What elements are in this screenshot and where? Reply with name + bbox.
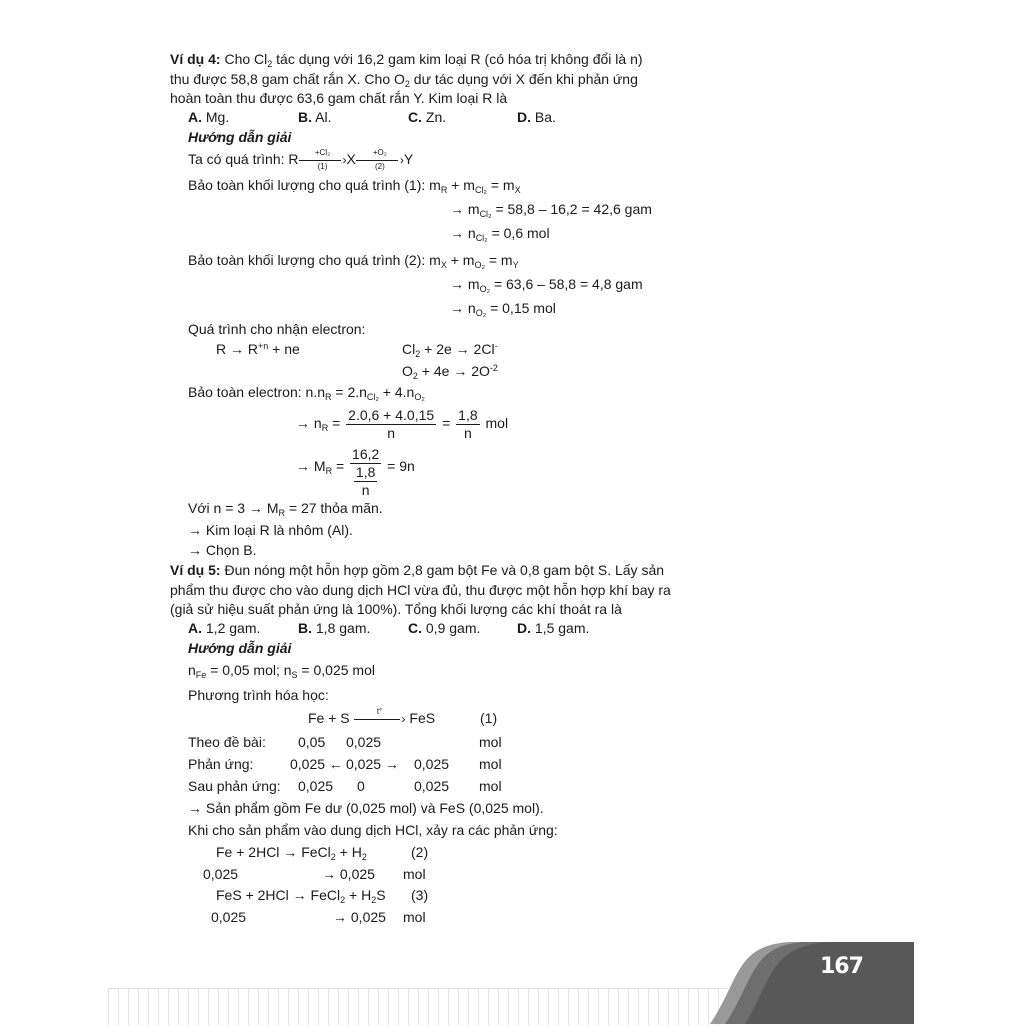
ex5-eq2-left-value: 0,025 bbox=[203, 866, 239, 882]
ex4-mass1-step1: → $m_{Cl_2} = 58,8 - 16,2 = 42,6$ gam bbox=[450, 201, 652, 219]
ex5-option-c: C. 0,9 gam. bbox=[408, 620, 481, 636]
ex4-mass2-step2: → $n_{O_2} = 0,15$ mol bbox=[450, 300, 556, 318]
ex5-moles: $n_{Fe} = 0,05$ mol; $n_S = 0,025$ mol bbox=[188, 662, 375, 680]
ex4-option-d: D. Ba. bbox=[517, 109, 556, 125]
ex5-eq2: Fe + 2HCl → FeCl$_2$ + $H_2$ bbox=[216, 844, 367, 862]
ex5-table-cell: 0,025 bbox=[346, 734, 382, 750]
ex4-electron-label: Quá trình cho nhận electron: bbox=[188, 321, 366, 337]
ex4-with-n: Với $n = 3 \to M_R = 27$ thỏa mãn. bbox=[188, 500, 383, 518]
ex5-eq3: FeS + 2HCl → FeCl$_2$ + $H_2S$ bbox=[216, 887, 386, 905]
ex5-question-line1: Ví dụ 5: Đun nóng một hỗn hợp gồm 2,8 gam bột Fe và 0,8 gam bột S. Lấy sản bbox=[170, 562, 665, 578]
ex5-guide-heading: Hướng dẫn giải bbox=[188, 640, 292, 656]
ex4-label: Ví dụ 4: bbox=[170, 51, 221, 67]
ex5-table-cell: 0,025 bbox=[414, 778, 450, 794]
ex5-table-cell: mol bbox=[479, 756, 502, 772]
ex5-eq3-number: (3) bbox=[411, 887, 429, 903]
ex5-eq2-number: (2) bbox=[411, 844, 429, 860]
ex4-process: Ta có quá trình: R +Cl₂ › (1) X +O₂ › (2) Y bbox=[188, 148, 414, 172]
ex5-table-cell: 0,025 bbox=[414, 756, 450, 772]
ex4-guide-heading: Hướng dẫn giải bbox=[188, 129, 292, 145]
ex4-option-c: C. Zn. bbox=[408, 109, 447, 125]
ex4-mass1-step2: → $n_{Cl_2} = 0,6$ mol bbox=[450, 225, 550, 243]
ex4-option-a: A. Mg. bbox=[188, 109, 230, 125]
ex5-eq1-number: (1) bbox=[480, 710, 498, 726]
ex5-equation-label: Phương trình hóa học: bbox=[188, 687, 329, 703]
ex5-table-row-label: Sau phản ứng: bbox=[188, 778, 281, 794]
ex4-MR-formula: → $M_R$ = $\frac{16,2}{\frac{1,8}{n}}$ = 9n bbox=[296, 446, 415, 498]
ex5-product-note: → Sản phẩm gồm Fe dư (0,025 mol) và FeS (0,025 mol). bbox=[188, 800, 544, 816]
ex5-table-cell: 0,025 bbox=[298, 778, 334, 794]
page-tab-decoration bbox=[0, 940, 1024, 1024]
ex5-table-cell: 0 bbox=[357, 778, 365, 794]
ex5-label: Ví dụ 5: bbox=[170, 562, 221, 578]
ex5-eq3-unit: mol bbox=[403, 909, 426, 925]
ex4-conclusion2: → Chọn B. bbox=[188, 542, 257, 558]
reaction-arrow-icon: +O₂ › (2) bbox=[356, 151, 404, 169]
ex5-table-cell: 0,05 bbox=[298, 734, 326, 750]
ex5-option-a: A. 1,2 gam. bbox=[188, 620, 261, 636]
ex5-question-line3: (giả sử hiệu suất phản ứng là 100%). Tổng khối lượng các khí thoát ra là bbox=[170, 601, 622, 617]
fraction: $\frac{16,2}{\frac{1,8}{n}}$ bbox=[352, 446, 380, 498]
page-number: 167 bbox=[820, 954, 863, 979]
ex4-electron-o: $O_2 + 4e \to 2O^{-2}$ bbox=[402, 363, 498, 381]
ex5-question-line2: phẩm thu được cho vào dung dịch HCl vừa đủ, thu được một hỗn hợp khí bay ra bbox=[170, 582, 671, 598]
ex5-eq3-left-value: 0,025 bbox=[211, 909, 247, 925]
ex5-option-b: B. 1,8 gam. bbox=[298, 620, 371, 636]
ex5-table-cell: mol bbox=[479, 778, 502, 794]
fraction: $\frac{1,8}{n}$ bbox=[458, 406, 478, 441]
ex5-hcl-intro: Khi cho sản phẩm vào dung dịch HCl, xảy ra các phản ứng: bbox=[188, 822, 558, 838]
ex4-electron-cl: $Cl_2 + 2e \to 2Cl^-$ bbox=[402, 341, 498, 359]
ex5-eq3-right-value: → 0,025 bbox=[333, 909, 386, 925]
ex4-mass2-step1: → $m_{O_2} = 63,6 - 58,8 = 4,8$ gam bbox=[450, 276, 643, 294]
ex5-eq1: Fe + S t° › FeS bbox=[308, 707, 436, 727]
reaction-arrow-icon: +Cl₂ › (1) bbox=[299, 151, 347, 169]
fraction: $\frac{2.0,6 + 4.0,15}{n}$ bbox=[348, 406, 435, 441]
ex4-question-line1: Ví dụ 4: Cho $Cl_2$ tác dụng với 16,2 gam kim loại R (có hóa trị không đổi là n) bbox=[170, 51, 643, 69]
ex5-eq2-unit: mol bbox=[403, 866, 426, 882]
ex4-electron-conservation: Bảo toàn electron: $n.n_R = 2.n_{Cl_2} + 4.n_{O_2}$ bbox=[188, 384, 425, 402]
ex4-question-line2: thu được 58,8 gam chất rắn X. Cho $O_2$ dư tác dụng với X đến khi phản ứng bbox=[170, 71, 638, 89]
ex4-question-line3: hoàn toàn thu được 63,6 gam chất rắn Y. Kim loại R là bbox=[170, 90, 508, 106]
ex5-eq2-right-value: → 0,025 bbox=[322, 866, 375, 882]
ex4-mass1-label: Bảo toàn khối lượng cho quá trình (1): $m_R + m_{Cl_2} = m_X$ bbox=[188, 177, 521, 195]
ex4-option-b: B. Al. bbox=[298, 109, 332, 125]
ex4-mass2-label: Bảo toàn khối lượng cho quá trình (2): $m_X + m_{O_2} = m_Y$ bbox=[188, 252, 519, 270]
ex4-conclusion1: → Kim loại R là nhôm (Al). bbox=[188, 522, 353, 538]
page-footer bbox=[0, 940, 1024, 1024]
heat-arrow-icon: t° › bbox=[354, 710, 406, 728]
ex5-option-d: D. 1,5 gam. bbox=[517, 620, 590, 636]
ex4-nR-formula: → $n_R$ = $\frac{2.0,6 + 4.0,15}{n}$ = $\frac{1,8}{n}$ mol bbox=[296, 406, 509, 441]
ex5-table-row-label: Phản ứng: bbox=[188, 756, 254, 772]
ex5-table-cell: mol bbox=[479, 734, 502, 750]
ex4-electron-r: $R \to R^{+n}$ + ne bbox=[216, 341, 300, 357]
ex5-table-cell: 0,025 → bbox=[346, 756, 399, 772]
ex5-table-cell: 0,025 ← bbox=[290, 756, 343, 772]
ex5-table-row-label: Theo đề bài: bbox=[188, 734, 266, 750]
